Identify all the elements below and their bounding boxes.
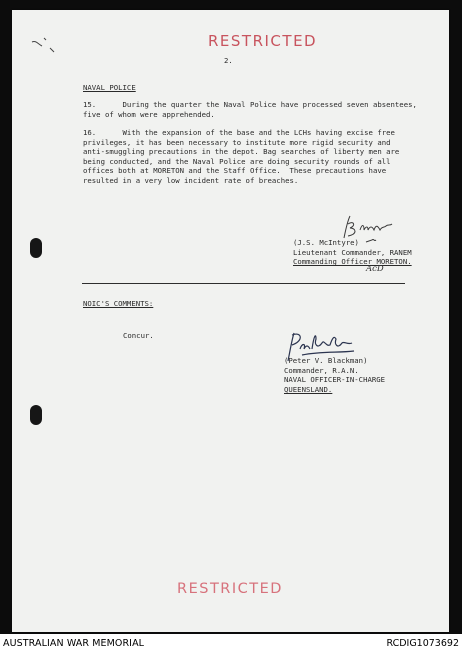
- corner-mark: [28, 28, 58, 58]
- signatory-2-location: QUEENSLAND.: [284, 384, 333, 394]
- record-id: RCDIG1073692: [386, 638, 459, 649]
- section-divider: [82, 283, 405, 284]
- signatory-1-name: (J.S. McIntyre): [293, 238, 359, 247]
- restricted-stamp-top: RESTRICTED: [208, 32, 318, 50]
- document-page: [12, 10, 449, 632]
- noic-comments-heading: NOIC'S COMMENTS:: [83, 299, 154, 308]
- paragraph-16: 16. With the expansion of the base and the LCHs having excise free privileges, it has been necessary to institute more rigid security and anti-smuggling precautions in the depot. Bag searches of liberty men are being conducted, and the Naval Police are doing security rounds of all offices both at MORETON and the Staff Office. These precautions have resulted in a very low incident rate of breaches.: [83, 128, 400, 185]
- restricted-stamp-bottom: RESTRICTED: [177, 581, 283, 597]
- signatory-1-rank: Lieutenant Commander, RANEM: [293, 247, 412, 257]
- signatory-2-name: (Peter V. Blackman): [284, 356, 368, 365]
- paragraph-15: 15. During the quarter the Naval Police have processed seven absentees, five of whom were apprehended.: [83, 100, 417, 119]
- punch-hole-bottom: [30, 405, 42, 425]
- signatory-2-title: NAVAL OFFICER-IN-CHARGE: [284, 375, 386, 385]
- noic-comment: Concur.: [123, 331, 154, 340]
- signatory-2-rank: Commander, R.A.N.: [284, 365, 359, 375]
- punch-hole-top: [30, 238, 42, 258]
- archive-footer: [0, 634, 462, 653]
- signatory-1-title: Commanding Officer MORETON.: [293, 257, 412, 267]
- page-number: 2.: [224, 56, 233, 65]
- archive-name: AUSTRALIAN WAR MEMORIAL: [3, 638, 145, 649]
- signature-block-2: [284, 356, 385, 394]
- section-heading: NAVAL POLICE: [83, 83, 136, 92]
- signature-block-1: [293, 238, 412, 267]
- handwritten-annotation: AcD: [366, 264, 384, 274]
